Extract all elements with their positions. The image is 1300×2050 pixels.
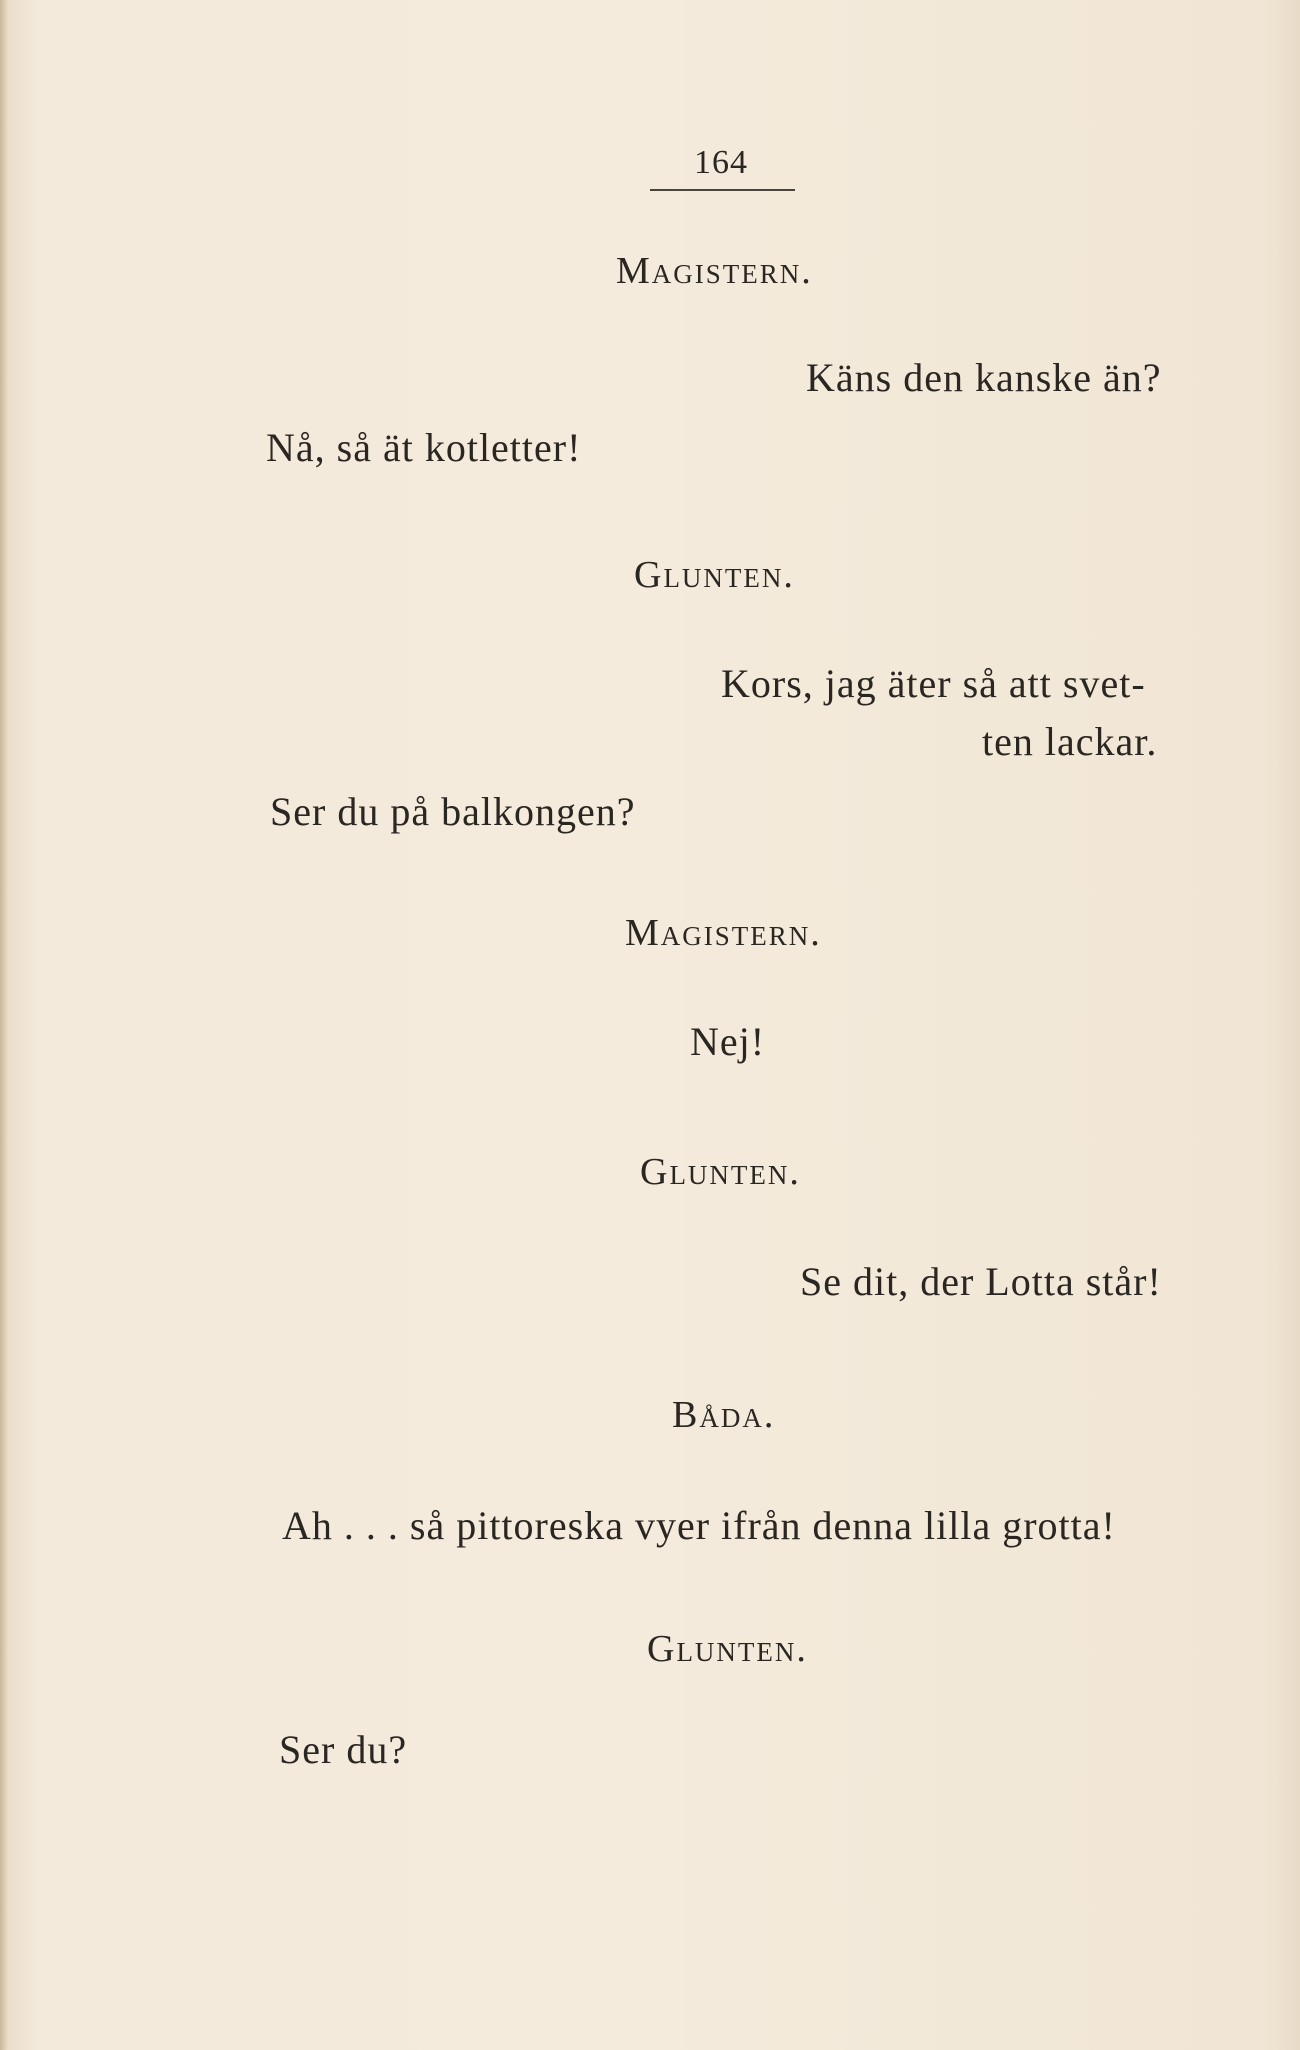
dialogue-line: Kors, jag äter så att svet- — [721, 661, 1146, 706]
header-rule — [650, 189, 795, 191]
speaker-heading: Magistern. — [625, 912, 822, 954]
speaker-heading: Glunten. — [647, 1628, 808, 1670]
dialogue-line: Ser du på balkongen? — [270, 789, 636, 834]
dialogue-line: Nej! — [690, 1019, 766, 1064]
speaker-heading: Glunten. — [634, 554, 795, 596]
dialogue-line: Ser du? — [279, 1727, 408, 1772]
dialogue-line: Ah . . . så pittoreska vyer ifrån denna lilla grotta! — [282, 1503, 1116, 1548]
dialogue-line: ten lackar. — [982, 719, 1158, 764]
dialogue-line: Käns den kanske än? — [806, 355, 1162, 400]
speaker-heading: Glunten. — [640, 1151, 801, 1193]
page-number: 164 — [694, 144, 748, 181]
speaker-heading: Magistern. — [616, 250, 813, 292]
speaker-heading: Båda. — [672, 1394, 776, 1436]
dialogue-line: Se dit, der Lotta står! — [800, 1259, 1162, 1304]
dialogue-line: Nå, så ät kotletter! — [266, 425, 582, 470]
